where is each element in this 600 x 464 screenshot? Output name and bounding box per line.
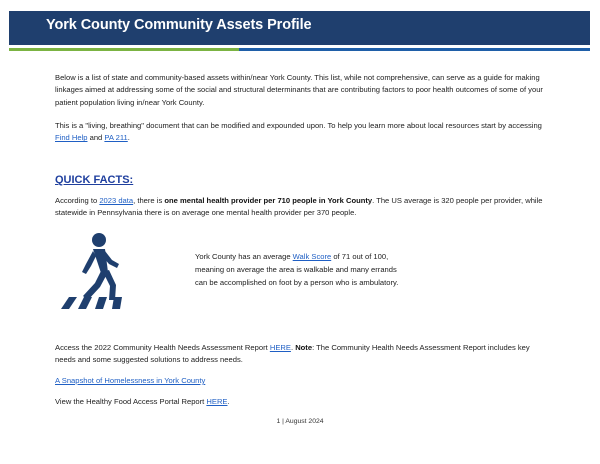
chna-text-mid: . [290,343,296,352]
accent-stripe-blue [239,48,590,51]
intro-text-mid: and [87,133,105,143]
walker-back-leg [83,271,107,300]
intro-paragraph: Below is a list of state and community-based assets within/near York County. This list, while not comprehensive, can serve as a guide for making linkages aimed at addressing some of the social and structural determinants that are contributing factors to poor health outcomes of some of your patient population living in/near York County. [55,73,543,107]
intro-text-end: . [127,133,130,143]
walker-back-arm [82,251,96,274]
fact-text-before: According to [55,196,100,205]
header-divider [9,45,590,47]
quick-facts-heading: QUICK FACTS: [55,174,134,186]
data-2023-link[interactable]: 2023 data [99,196,134,205]
mental-health-fact [55,195,550,220]
chna-report-link[interactable]: HERE [269,343,291,352]
food-access-paragraph [55,396,550,408]
crosswalk-stripe [78,297,92,309]
chna-text-after: : The Community Health Needs Assessment Report includes key needs and some suggested solutions to address needs. [55,343,530,365]
page-footer: 1 | August 2024 [276,418,324,425]
walk-text-after: of 71 out of 100, meaning on average the area is walkable and many errands can be accomplished on foot by a person who is ambulatory. [195,252,399,287]
intro-text-before: This is a "living, breathing" document that can be modified and expounded upon. To help you learn more about local resources start by accessing [55,121,542,130]
fact-text-after: . The US average is 320 people per provider, while statewide in Pennsylvania there is on average one mental health provider per 370 people. [55,196,543,218]
walker-figure [82,233,119,300]
chna-paragraph [55,342,550,367]
walker-front-leg [103,270,116,300]
walk-text-before: York County has an average [195,252,293,261]
mental-health-highlight: one mental health provider per 710 people in York County [164,196,373,205]
find-help-link[interactable]: Find Help [55,133,88,143]
walk-score-fact [195,250,410,289]
homelessness-snapshot-link[interactable]: A Snapshot of Homelessness in York County [55,376,206,385]
homelessness-paragraph [55,375,550,387]
fact-text-mid: , there is [133,196,165,205]
food-access-report-link[interactable]: HERE [206,397,228,406]
note-label: Note [295,343,313,352]
walk-score-link[interactable]: Walk Score [292,252,332,261]
food-text-before: View the Healthy Food Access Portal Report [55,397,207,406]
chna-text-before: Access the 2022 Community Health Needs Assessment Report [55,343,270,352]
pa-211-link[interactable]: PA 211 [104,133,128,143]
pedestrian-crossing-icon [55,228,131,312]
page-title: York County Community Assets Profile [46,17,312,33]
accent-stripe-green [9,48,239,51]
food-text-end: . [227,397,230,406]
intro-resources-paragraph [55,120,550,145]
walker-head [92,233,106,247]
crosswalk-stripe [95,297,107,309]
crosswalk-stripe [61,297,77,309]
